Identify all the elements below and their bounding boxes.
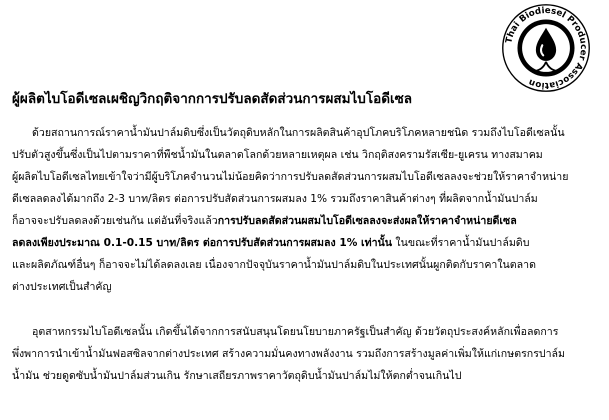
association-logo (500, 2, 592, 94)
article-paragraph-2 (12, 321, 602, 387)
paragraph-line: ดีเซลลดลงได้มากถึง 2-3 บาท/ลิตร ต่อการปรับสัดส่วนการผสมลง 1% รวมถึงราคาสินค้าต่างๆ ที่ผลิตจากน้ำมันปาล์ม (12, 193, 538, 205)
paragraph-line: ด้วยสถานการณ์ราคาน้ำมันปาล์มดิบซึ่งเป็นวัตถุดิบหลักในการผลิตสินค้าอุปโภคบริโภคหลายชนิด รวมถึงไบโอดีเซลนั้น (32, 127, 565, 139)
biodiesel-drop-icon (500, 2, 592, 94)
article-paragraph-1 (12, 122, 602, 298)
paragraph-line-mixed (12, 232, 602, 254)
paragraph-line: พึ่งพาการนำเข้าน้ำมันฟอสซิลจากต่างประเทศ สร้างความมั่นคงทางพลังงาน รวมถึงการสร้างมูลค่าเพิ่มให้แก่เกษตรกรปาล์ม (12, 348, 566, 360)
paragraph-line: ปรับตัวสูงขึ้นซึ่งเป็นไปตามราคาที่พืชน้ำมันในตลาดโลกด้วยหลายเหตุผล เช่น วิกฤติสงครามรัสเซีย-ยูเครน ทางสมาคม (12, 149, 543, 161)
paragraph-line-mixed (12, 210, 602, 232)
paragraph-line: และผลิตภัณฑ์อื่นๆ ก็อาจจะไม่ได้ลดลงเลย เนื่องจากปัจจุบันราคาน้ำมันปาล์มดิบในประเทศนั้นผูกติดกับราคาในตลาด (12, 259, 536, 271)
emphasis-text: ลดลงเพียงประมาณ 0.1-0.15 บาท/ลิตร ต่อการปรับสัดส่วนการผสมลง 1% เท่านั้น (12, 237, 393, 249)
paragraph-line: ต่างประเทศเป็นสำคัญ (12, 281, 112, 293)
paragraph-line: น้ำมัน ช่วยดูดซับน้ำมันปาล์มส่วนเกิน รักษาเสถียรภาพราคาวัตถุดิบน้ำมันปาล์มไม่ให้ตกต่ำจนเกินไป (12, 370, 462, 382)
article-headline: ผู้ผลิตไบโอดีเซลเผชิญวิกฤติจากการปรับลดสัดส่วนการผสมไบโอดีเซล (12, 91, 413, 107)
emphasis-text: การปรับลดสัดส่วนผสมไบโอดีเซลลงจะส่งผลให้ราคาจำหน่ายดีเซล (217, 215, 517, 227)
paragraph-text: ก็อาจจะปรับลดลงด้วยเช่นกัน แต่อันที่จริงแล้ว (12, 215, 218, 227)
logo-ring-text: Thai Biodiesel Producer Association (504, 5, 589, 90)
paragraph-line: ผู้ผลิตไบโอดีเซลไทยเข้าใจว่ามีผู้บริโภคจำนวนไม่น้อยคิดว่าการปรับลดสัดส่วนการผสมไบโอดีเซลลงจะช่วยให้ราคาจำหน่าย (12, 171, 569, 183)
paragraph-line: อุตสาหกรรมไบโอดีเซลนั้น เกิดขึ้นได้จากการสนับสนุนโดยนโยบายภาครัฐเป็นสำคัญ ด้วยวัตถุประสงค์หลักเพื่อลดการ (32, 326, 559, 338)
paragraph-text: ในขณะที่ราคาน้ำมันปาล์มดิบ (392, 237, 530, 249)
